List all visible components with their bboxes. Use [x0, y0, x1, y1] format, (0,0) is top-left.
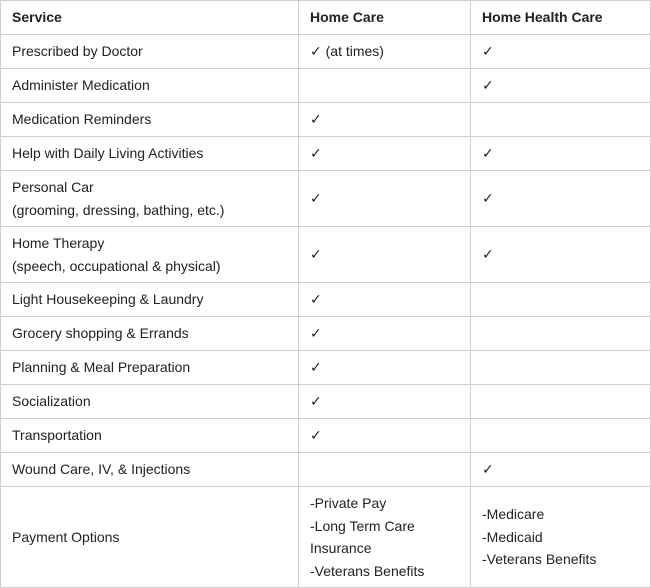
table-row [1, 283, 651, 317]
table-row [1, 317, 651, 351]
header-home-care: Home Care [299, 1, 471, 35]
cell-text: -Veterans Benefits [482, 551, 597, 568]
header-home-health-care: Home Health Care [471, 1, 651, 35]
home-care-cell [299, 35, 471, 69]
home-care-cell [299, 283, 471, 317]
cell-text: Payment Options [12, 528, 120, 545]
home-health-care-cell [471, 351, 651, 385]
cell-text: Planning & Meal Preparation [12, 359, 191, 376]
cell-text: ✓ [310, 246, 322, 263]
home-health-care-cell [471, 171, 651, 227]
cell-text: ✓ [310, 359, 322, 376]
home-health-care-cell [471, 283, 651, 317]
service-cell [1, 419, 299, 453]
service-cell [1, 103, 299, 137]
service-cell [1, 351, 299, 385]
cell-text: ✓ [310, 291, 322, 308]
cell-text: Prescribed by Doctor [12, 43, 143, 60]
header-service: Service [1, 1, 299, 35]
service-cell [1, 227, 299, 283]
home-care-cell [299, 385, 471, 419]
cell-text: Medication Reminders [12, 111, 152, 128]
cell-text: -Long Term Care [310, 517, 415, 534]
table-row [1, 351, 651, 385]
table-row [1, 69, 651, 103]
service-cell [1, 487, 299, 588]
service-cell [1, 317, 299, 351]
home-health-care-cell [471, 453, 651, 487]
home-care-cell [299, 69, 471, 103]
cell-text: Help with Daily Living Activities [12, 145, 204, 162]
cell-text: Administer Medication [12, 77, 150, 94]
table-row [1, 103, 651, 137]
cell-text: -Medicare [482, 506, 545, 523]
table-header-row [1, 1, 651, 35]
cell-text: Personal Car [12, 179, 94, 195]
cell-text: (speech, occupational & physical) [12, 257, 221, 274]
cell-text: Home Therapy [12, 235, 105, 251]
table-row [1, 227, 651, 283]
service-cell [1, 453, 299, 487]
cell-text: (grooming, dressing, bathing, etc.) [12, 201, 225, 218]
cell-text: ✓ [482, 77, 494, 94]
table-row [1, 35, 651, 69]
home-health-care-cell [471, 137, 651, 171]
cell-text: ✓ [482, 190, 494, 207]
table-row [1, 487, 651, 588]
table-body [1, 35, 651, 588]
home-health-care-cell [471, 487, 651, 588]
service-cell [1, 35, 299, 69]
home-care-cell [299, 317, 471, 351]
table-row [1, 171, 651, 227]
home-health-care-cell [471, 317, 651, 351]
cell-text: ✓ (at times) [310, 43, 384, 60]
home-care-cell [299, 453, 471, 487]
cell-text: ✓ [310, 393, 322, 410]
cell-text: -Medicaid [482, 528, 543, 545]
service-cell [1, 137, 299, 171]
cell-text: ✓ [482, 145, 494, 162]
home-health-care-cell [471, 385, 651, 419]
cell-text: ✓ [482, 246, 494, 263]
home-care-cell [299, 103, 471, 137]
cell-text: Socialization [12, 393, 91, 410]
cell-text: Insurance [310, 540, 372, 556]
cell-text: ✓ [482, 461, 494, 478]
home-care-cell [299, 419, 471, 453]
home-health-care-cell [471, 35, 651, 69]
home-health-care-cell [471, 69, 651, 103]
cell-text: ✓ [310, 111, 322, 128]
cell-text: Light Housekeeping & Laundry [12, 291, 204, 308]
home-care-cell [299, 227, 471, 283]
home-care-cell [299, 137, 471, 171]
home-care-cell [299, 351, 471, 385]
table-row [1, 385, 651, 419]
service-cell [1, 171, 299, 227]
service-cell [1, 385, 299, 419]
table-row [1, 419, 651, 453]
service-cell [1, 69, 299, 103]
home-health-care-cell [471, 419, 651, 453]
cell-text: ✓ [310, 325, 322, 342]
cell-text: Grocery shopping & Errands [12, 325, 189, 342]
cell-text: Wound Care, IV, & Injections [12, 461, 191, 478]
home-care-cell [299, 171, 471, 227]
home-health-care-cell [471, 103, 651, 137]
cell-text: ✓ [310, 427, 322, 444]
home-care-cell [299, 487, 471, 588]
cell-text: ✓ [310, 190, 322, 207]
table-row [1, 453, 651, 487]
cell-text: Transportation [12, 427, 102, 444]
table-row [1, 137, 651, 171]
cell-text: ✓ [482, 43, 494, 60]
cell-text: ✓ [310, 145, 322, 162]
service-cell [1, 283, 299, 317]
cell-text: -Veterans Benefits [310, 562, 425, 579]
cell-text: -Private Pay [310, 495, 387, 511]
home-health-care-cell [471, 227, 651, 283]
